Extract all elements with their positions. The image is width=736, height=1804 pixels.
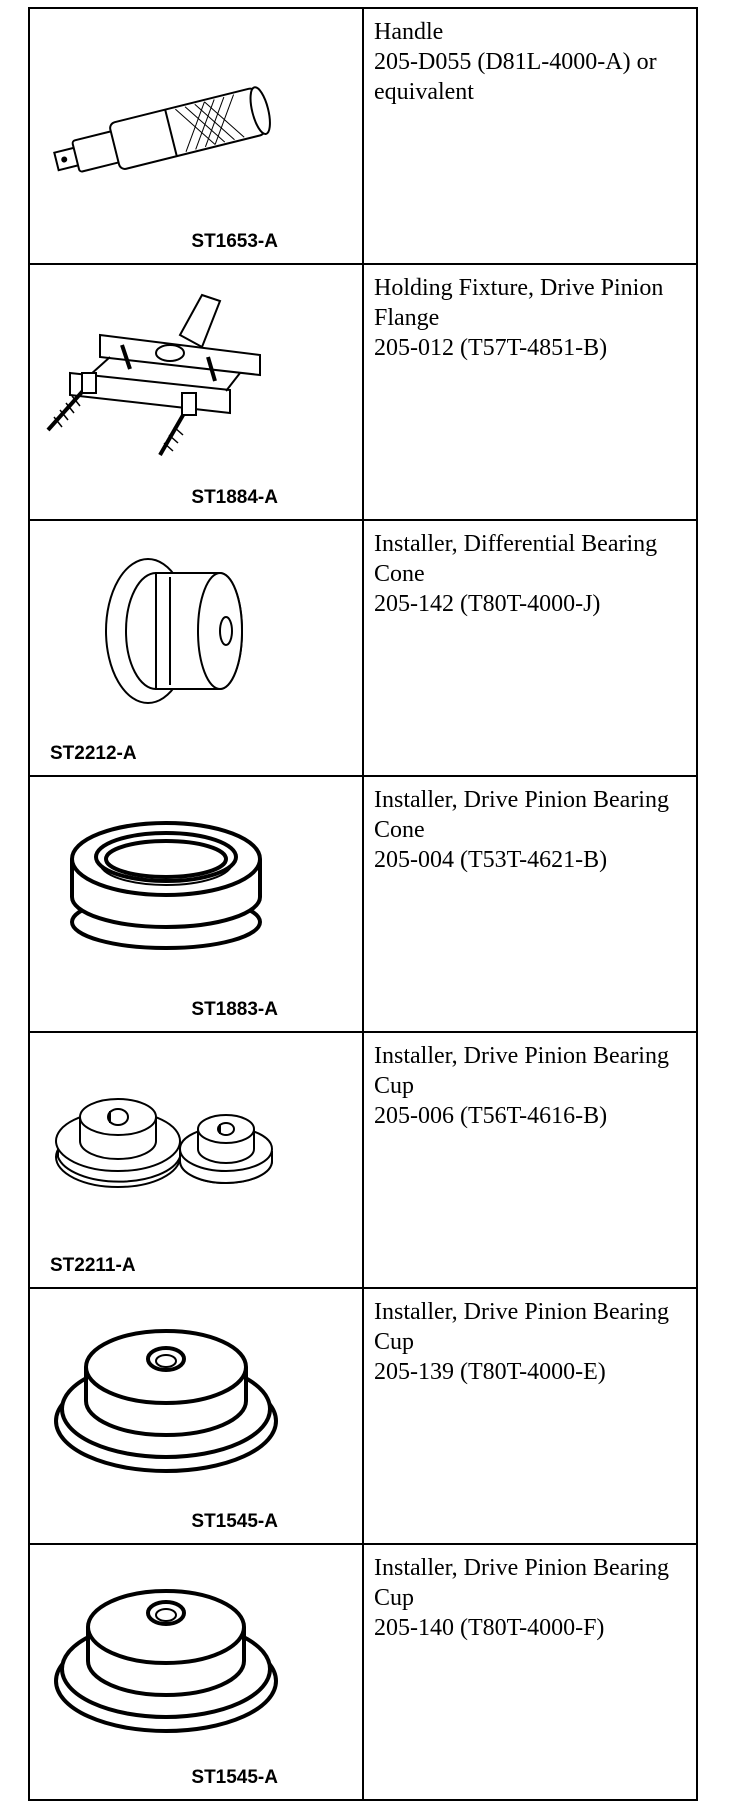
tool-name: Holding Fixture, Drive Pinion [374,275,664,301]
tool-note: equivalent [374,79,474,105]
table-row [29,520,697,776]
pinion-cup-installer-icon [30,1289,296,1541]
tool-number: 205-139 (T80T-4000-E) [374,1359,606,1385]
tool-name: Installer, Drive Pinion Bearing [374,1555,669,1581]
tool-description-cell [363,8,697,264]
illustration-code: ST1883-A [191,999,278,1020]
tool-description-cell [363,264,697,520]
tool-name-cont: Cup [374,1073,415,1099]
tool-name-cont: Cup [374,1585,415,1611]
tool-illustration-cell [29,1288,363,1544]
illustration-code: ST1545-A [191,1767,278,1788]
tool-illustration-cell [29,1032,363,1288]
tool-illustration-cell [29,776,363,1032]
tool-description-cell [363,1544,697,1800]
pinion-cup-installer-icon [30,1545,296,1797]
tool-illustration-cell [29,264,363,520]
tool-description-cell [363,1032,697,1288]
tool-number: 205-D055 (D81L-4000-A) or [374,49,657,75]
illustration-code: ST2211-A [50,1255,136,1276]
tool-number: 205-006 (T56T-4616-B) [374,1103,608,1129]
holding-fixture-icon [30,265,296,517]
tool-number: 205-012 (T57T-4851-B) [374,335,608,361]
table-row [29,1032,697,1288]
tool-number: 205-004 (T53T-4621-B) [374,847,608,873]
tool-name: Installer, Differential Bearing [374,531,658,557]
illustration-code: ST2212-A [50,743,137,764]
tool-name-cont: Cone [374,817,425,843]
tool-name-cont: Flange [374,305,440,331]
special-tools-table [28,7,698,1801]
pinion-cup-installer-pair-icon [30,1033,296,1285]
tool-illustration-cell [29,520,363,776]
table-row [29,776,697,1032]
tool-illustration-cell [29,8,363,264]
handle-icon [30,9,296,261]
illustration-code: ST1545-A [191,1511,278,1532]
tool-number: 205-142 (T80T-4000-J) [374,591,601,617]
tool-name: Installer, Drive Pinion Bearing [374,1043,669,1069]
tool-name-cont: Cup [374,1329,415,1355]
table-row [29,1544,697,1800]
tool-number: 205-140 (T80T-4000-F) [374,1615,605,1641]
tool-description-cell [363,520,697,776]
table-row [29,264,697,520]
tool-description-cell [363,776,697,1032]
tool-name: Installer, Drive Pinion Bearing [374,787,669,813]
illustration-code: ST1884-A [191,487,278,508]
tool-name-cont: Cone [374,561,425,587]
pinion-cone-installer-icon [30,777,296,1029]
differential-bearing-installer-icon [30,521,296,773]
tool-name: Installer, Drive Pinion Bearing [374,1299,669,1325]
tool-illustration-cell [29,1544,363,1800]
tool-name: Handle [374,19,444,45]
tool-description-cell [363,1288,697,1544]
table-row [29,1288,697,1544]
table-row [29,8,697,264]
illustration-code: ST1653-A [191,231,278,252]
